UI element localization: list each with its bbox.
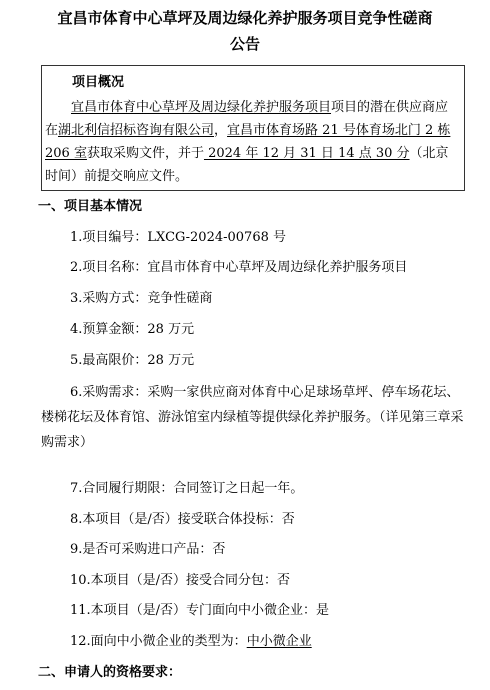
overview-deadline: 2024 年 12 月 31 日 14 点 30 分 (203, 146, 410, 161)
item-sme-type-value: 中小微企业 (246, 634, 312, 649)
item-budget: 4.预算金额：28 万元 (70, 322, 195, 337)
item-max-price: 5.最高限价：28 万元 (70, 353, 195, 368)
section-1-heading: 一、项目基本情况 (38, 199, 143, 214)
item-procurement-method: 3.采购方式：竞争性磋商 (70, 291, 213, 306)
item-subcontracting: 10.本项目（是/否）接受合同分包：否 (70, 573, 291, 588)
overview-text-2: ， (214, 123, 228, 138)
overview-text (45, 96, 461, 188)
item-procurement-requirements: 6.采购需求：采购一家供应商对体育中心足球场草坪、停车场花坛、楼梯花坛及体育馆、游泳馆室内绿植等提供绿化养护服务。（详见第三章采购需求） (41, 385, 464, 450)
item-sme-only: 11.本项目（是/否）专门面向中小微企业：是 (70, 603, 330, 618)
item-consortium-bidding: 8.本项目（是/否）接受联合体投标：否 (70, 512, 295, 527)
overview-text-4: （北京时间）前提交响应文件。 (45, 146, 449, 184)
announcement-title-line-1: 宜昌市体育中心草坪及周边绿化养护服务项目竞争性磋商 (57, 9, 433, 27)
project-overview-box (41, 65, 465, 191)
section-2-heading: 二、申请人的资格要求： (38, 665, 182, 680)
overview-project-name: 宜昌市体育中心草坪及周边绿化养护服务项目 (71, 100, 332, 115)
overview-text-1: 项目的潜在供应商应在 (45, 100, 449, 138)
overview-address: 宜昌市体育场路 21 号体育场北门 2 栋 206 室 (45, 123, 451, 161)
overview-agency-name: 湖北利信招标咨询有限公司 (58, 123, 215, 138)
item-project-number: 1.项目编号：LXCG-2024-00768 号 (70, 230, 286, 245)
item-sme-type (70, 631, 312, 653)
overview-text-3: 获取采购文件，并于 (86, 146, 204, 161)
item-contract-period: 7.合同履行期限：合同签订之日起一年。 (70, 481, 304, 496)
item-imported-products: 9.是否可采购进口产品：否 (70, 542, 226, 557)
announcement-title-line-2: 公告 (229, 35, 260, 53)
item-sme-type-label: 12.面向中小微企业的类型为： (70, 634, 247, 649)
item-project-name: 2.项目名称：宜昌市体育中心草坪及周边绿化养护服务项目 (70, 260, 408, 275)
overview-heading: 项目概况 (72, 75, 125, 90)
